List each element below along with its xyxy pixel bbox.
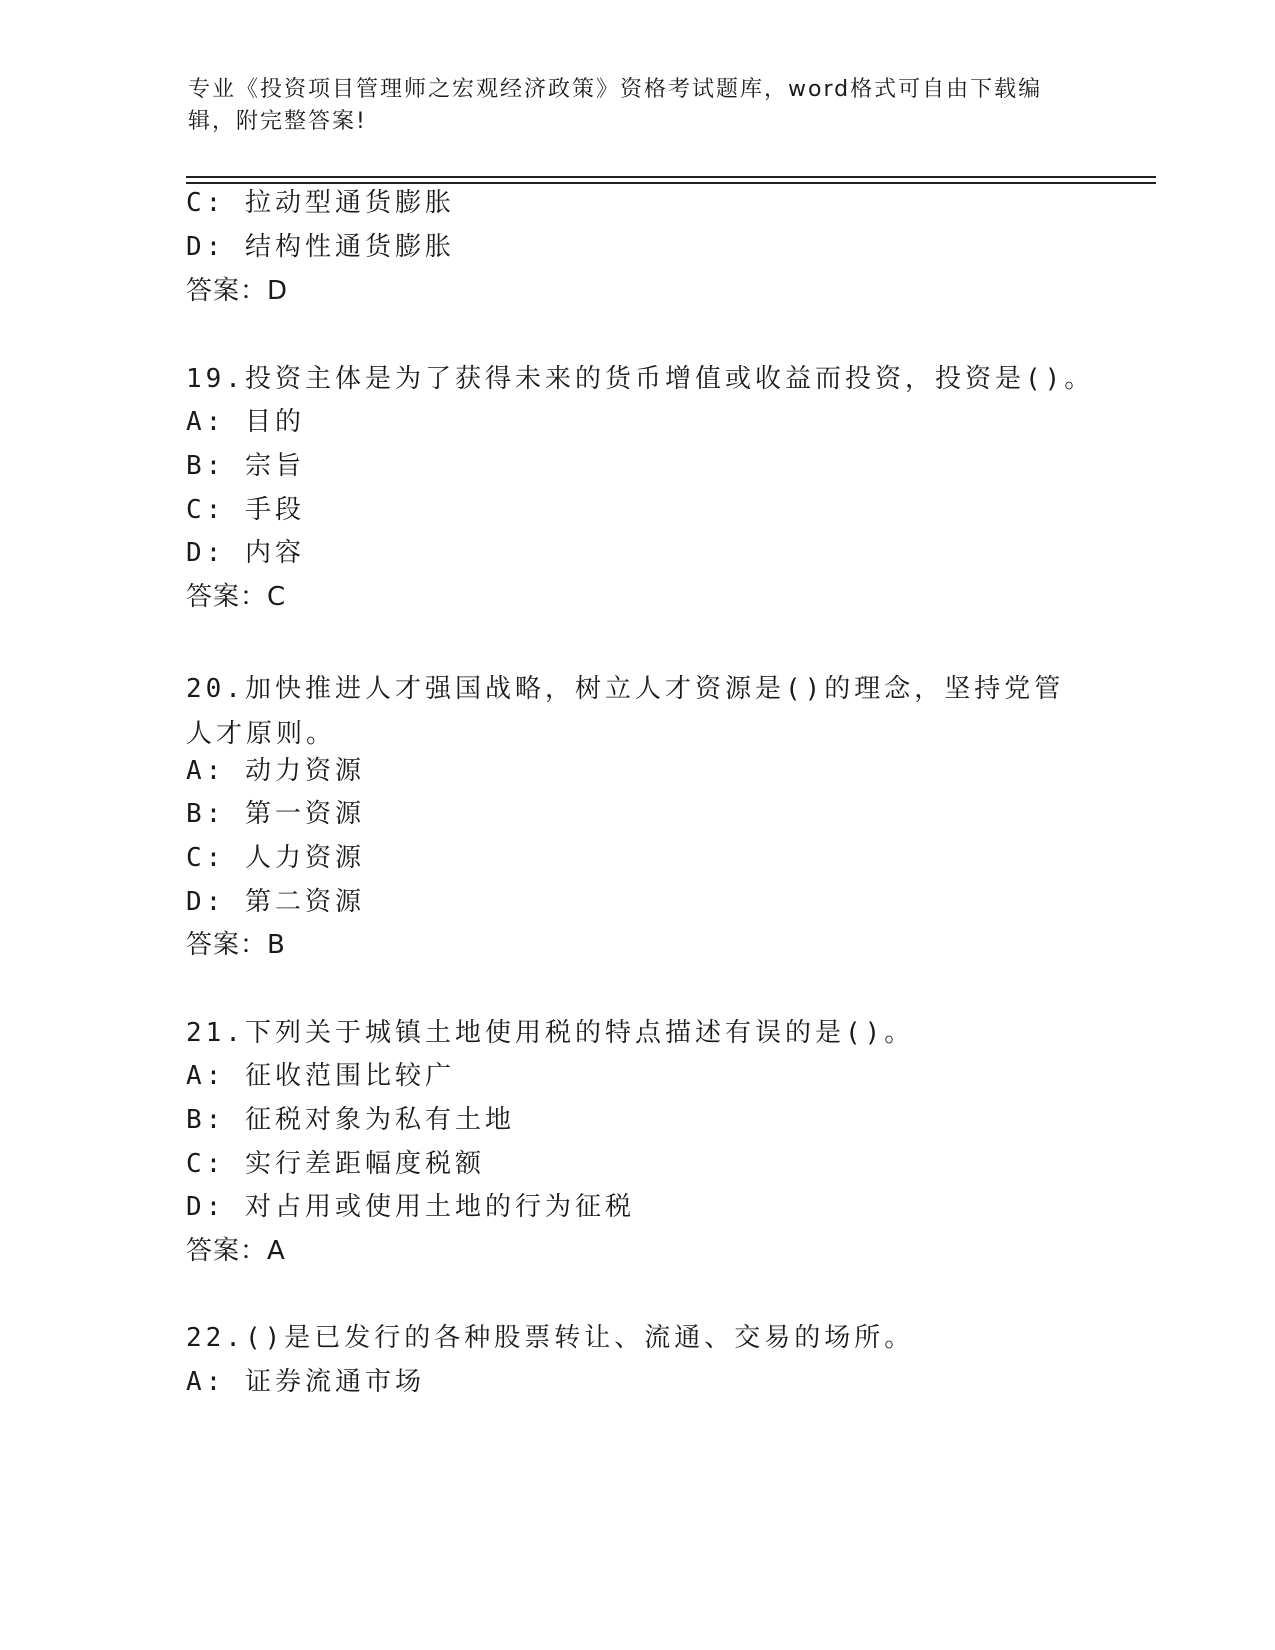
answer-line: 答案：D <box>186 276 289 306</box>
question-stem: 19.投资主体是为了获得未来的货币增值或收益而投资，投资是()。 <box>186 364 1095 394</box>
answer-line: 答案：C <box>186 582 287 612</box>
option-d: D: 对占用或使用土地的行为征税 <box>186 1192 635 1222</box>
option-c: C: 实行差距幅度税额 <box>186 1149 485 1179</box>
header-divider-bottom <box>186 182 1156 184</box>
option-d: D: 结构性通货膨胀 <box>186 232 455 262</box>
option-b: B: 第一资源 <box>186 799 365 829</box>
question-stem: 22.()是已发行的各种股票转让、流通、交易的场所。 <box>186 1323 915 1353</box>
answer-line: 答案：A <box>186 1236 286 1266</box>
option-c: C: 拉动型通货膨胀 <box>186 188 455 218</box>
option-a: A: 征收范围比较广 <box>186 1061 455 1091</box>
option-c: C: 手段 <box>186 495 305 525</box>
option-b: B: 征税对象为私有土地 <box>186 1105 515 1135</box>
answer-line: 答案：B <box>186 930 286 960</box>
option-b: B: 宗旨 <box>186 451 305 481</box>
header-divider-top <box>186 176 1156 178</box>
question-stem: 20.加快推进人才强国战略，树立人才资源是()的理念，坚持党管人才原则。 <box>186 674 1065 749</box>
option-d: D: 第二资源 <box>186 887 365 917</box>
document-header: 专业《投资项目管理师之宏观经济政策》资格考试题库，word格式可自由下载编辑，附完整答案! <box>188 77 1043 134</box>
question-stem: 21.下列关于城镇土地使用税的特点描述有误的是()。 <box>186 1018 915 1048</box>
option-a: A: 动力资源 <box>186 756 365 786</box>
option-d: D: 内容 <box>186 538 305 568</box>
option-a: A: 证券流通市场 <box>186 1367 425 1397</box>
option-a: A: 目的 <box>186 407 305 437</box>
option-c: C: 人力资源 <box>186 843 365 873</box>
